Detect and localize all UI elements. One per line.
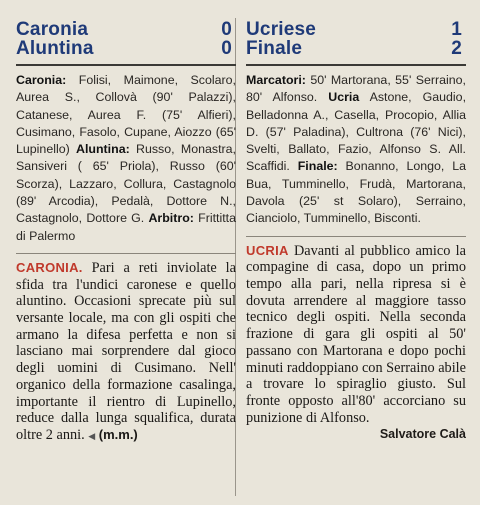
finale-lineup: Bonanno, Longo, La Bua, Tumminello, Frudà, Martorana, Davola (25' st Solaro), Serraino, Cianciolo, Tumminello, Bisconti. [246, 159, 467, 226]
caronia-lineup: Folisi, Maimone, Scolaro, Aurea S., Collovà (90' Palazzi), Catanese, Aurea F. (75' Alfieri), Cusimano, Fasolo, Cupane, Aiozzo (65' Lupinello) [16, 73, 236, 157]
story-kicker: CARONIA. [16, 259, 83, 275]
thin-rule [246, 236, 466, 237]
marcatori-text: 50' Martorana, 55' Serraino, 80' Alfonso. [246, 73, 466, 105]
right-column [246, 0, 466, 441]
team-score: 1 [451, 19, 462, 40]
team-name: Caronia [16, 19, 89, 40]
score-row-caronia [16, 20, 236, 39]
arbitro-name: Frittitta di Palermo [16, 211, 236, 243]
score-row-aluntina [16, 39, 236, 58]
story-text: Pari a reti inviolate la sfida tra l'undici caronese e quello aluntino. Occasioni sprecate più sul versante locale, ma con gli ospiti che armano la difesa perfetta e non si lasciano mai sorprendere dal gioco degli uomini di Cusimano. Nell' organico della formazione casalinga, importante il rientro di Lupinello, reduce dalla lunga squalifica, durata oltre 2 anni. [16, 259, 236, 443]
marcatori-label: Marcatori: [246, 73, 306, 87]
thin-rule [16, 253, 236, 254]
caronia-label: Caronia: [16, 73, 67, 87]
left-lineups [16, 72, 236, 245]
score-row-finale [246, 39, 466, 58]
story-signature: Salvatore Calà [379, 427, 466, 442]
aluntina-label: Aluntina: [76, 142, 130, 157]
ucria-lineup: Astone, Gaudio, Belladonna A., Casella, Procopio, Allia D. (57' Paladina), Cultrona (76' Nici), Svelti, Ballato, Fazio, Alfonso S. All. Scaffidi. [246, 90, 467, 174]
score-row-ucriese [246, 20, 466, 39]
left-story [16, 260, 236, 446]
team-score: 0 [221, 19, 232, 40]
right-lineups [246, 72, 466, 228]
right-scoreboard [246, 0, 466, 58]
story-text: Davanti al pubblico amico la compagine di casa, dopo un primo tempo alla pari, nella ripresa si è dovuta arrendere al maggiore tasso tecnico degli ospiti. Nella seconda frazione di gara gli ospiti al 50' passano con Martorana e dopo pochi minuti raddoppiano con Serraino abile a trovare lo spiraglio giusto. Sul fronte opposto all'80' accorciano su punizione di Alfonso. [246, 242, 466, 426]
team-name: Finale [246, 38, 303, 59]
ucria-label: Ucria [328, 90, 360, 105]
story-byline: (m.m.) [98, 427, 138, 442]
triangle-left-icon: ◀ [88, 432, 96, 442]
left-scoreboard [16, 0, 236, 58]
left-column [16, 0, 236, 446]
right-story [246, 243, 466, 427]
heavy-rule [16, 64, 236, 66]
story-kicker: UCRIA [246, 242, 289, 258]
heavy-rule [246, 64, 466, 66]
team-name: Aluntina [16, 38, 94, 59]
team-name: Ucriese [246, 19, 317, 40]
arbitro-label: Arbitro: [148, 211, 194, 226]
team-score: 2 [451, 38, 462, 59]
team-score: 0 [221, 38, 232, 59]
aluntina-lineup: Russo, Monastra, Sansiveri ( 65' Priola), Russo (60' Scorza), Lazzaro, Collura, Castagnolo (89' Arcodia), Pedalà, Dottore N., Castagnolo, Dottore G. [16, 142, 236, 226]
finale-label: Finale: [297, 159, 338, 174]
